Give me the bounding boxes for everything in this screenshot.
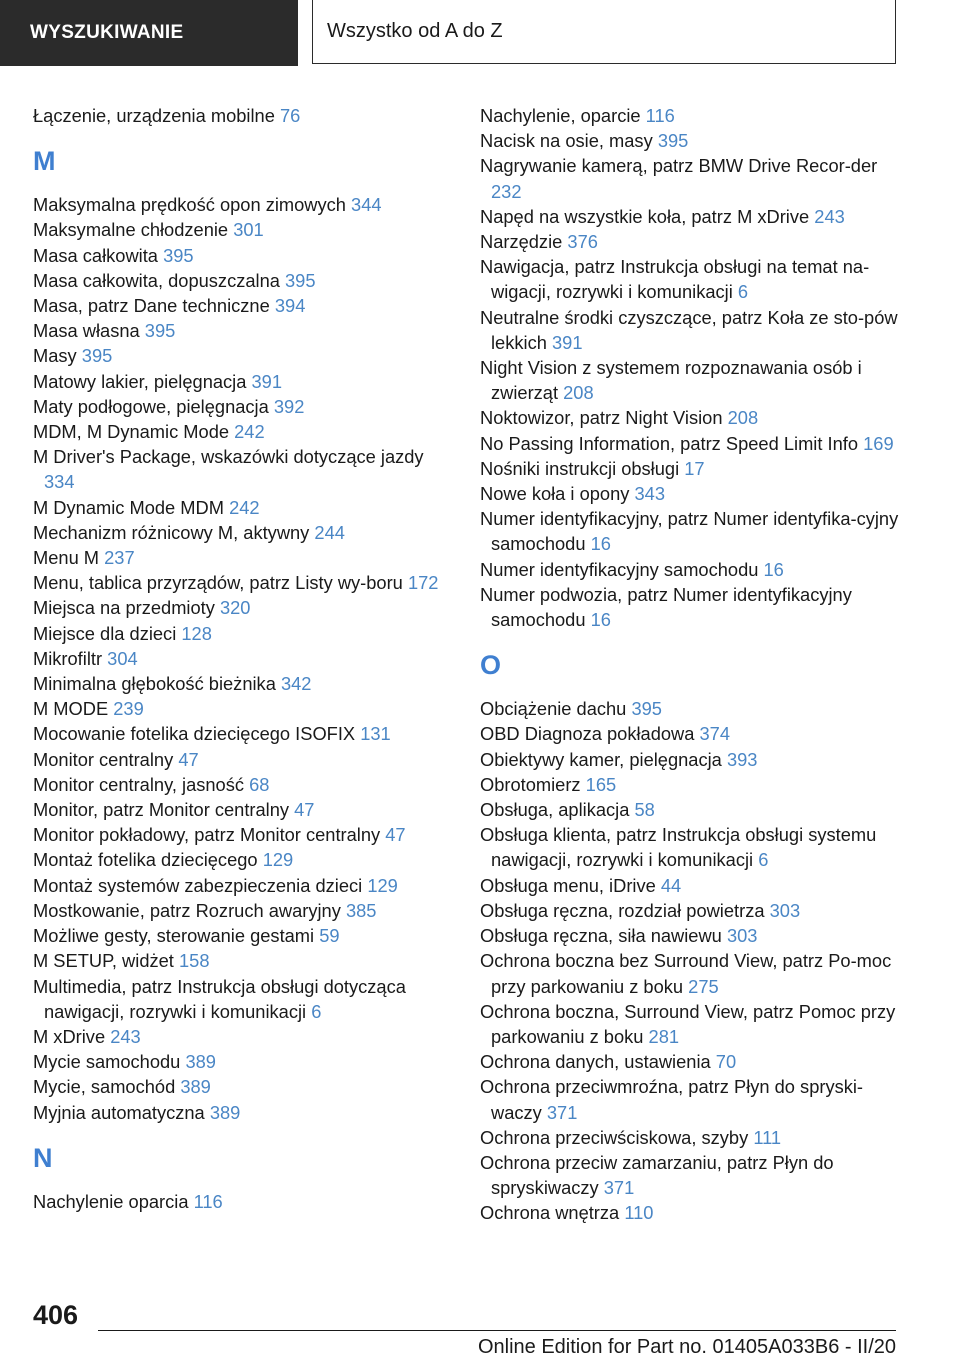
section-letter: M xyxy=(33,146,56,177)
index-page-link[interactable]: 342 xyxy=(280,673,312,695)
index-entry xyxy=(480,355,900,405)
index-entry-text: Obsługa, aplikacja xyxy=(480,799,630,821)
index-entry xyxy=(480,103,900,128)
index-entry-text: M MODE xyxy=(33,698,109,720)
index-entry-text: Napęd na wszystkie koła, patrz M xDrive xyxy=(480,205,810,227)
index-page-link[interactable]: 242 xyxy=(234,421,265,443)
index-page-link[interactable]: 394 xyxy=(274,295,306,317)
index-entry xyxy=(480,923,900,948)
index-entry-text: Monitor, patrz Monitor centralny xyxy=(33,799,290,821)
index-page-link[interactable]: 376 xyxy=(567,231,598,253)
index-entry xyxy=(33,103,443,128)
index-entry xyxy=(33,646,443,671)
page-number: 406 xyxy=(33,1300,79,1330)
index-entry-text: Maty podłogowe, pielęgnacja xyxy=(33,395,269,417)
tab-search[interactable]: WYSZUKIWANIE xyxy=(0,0,298,66)
index-entry-text: Monitor centralny, jasność xyxy=(33,773,245,795)
index-entry xyxy=(480,696,900,721)
index-entry xyxy=(33,1049,443,1074)
index-entry-text: Obrotomierz xyxy=(480,773,581,795)
index-entry xyxy=(480,898,900,923)
index-entry-text: M SETUP, widżet xyxy=(33,950,174,972)
index-entry xyxy=(33,621,443,646)
index-entry xyxy=(33,847,443,872)
index-entry-text: Obsługa menu, iDrive xyxy=(480,874,656,896)
index-entry-text: Menu, tablica przyrządów, patrz Listy wy-boru xyxy=(33,572,403,594)
index-entry-text: Ochrona przeciwmroźna, patrz Płyn do spryski-waczy xyxy=(480,1076,864,1123)
index-page-link[interactable]: 374 xyxy=(699,723,731,745)
index-entry-text: Nawigacja, patrz Instrukcja obsługi na temat na-wigacji, rozrywki i komunikacji xyxy=(480,256,870,303)
index-page-link[interactable]: 395 xyxy=(81,345,113,367)
index-entry xyxy=(33,268,443,293)
index-page-link[interactable]: 208 xyxy=(563,382,594,404)
index-entry-text: Obciążenie dachu xyxy=(480,698,627,720)
index-entry-text: Mechanizm różnicowy M, aktywny xyxy=(33,521,310,543)
index-page-link[interactable]: 343 xyxy=(634,483,665,505)
index-entry-text: Nagrywanie kamerą, patrz BMW Drive Recor-der xyxy=(480,155,878,177)
index-entry xyxy=(33,495,443,520)
index-page-link[interactable]: 334 xyxy=(44,471,75,493)
index-entry xyxy=(480,229,900,254)
index-entry xyxy=(480,1125,900,1150)
index-entry-text: Maksymalna prędkość opon zimowych xyxy=(33,194,346,216)
index-entry-text: Mocowanie fotelika dziecięcego ISOFIX xyxy=(33,723,356,745)
index-page-link[interactable]: 110 xyxy=(624,1202,654,1224)
index-entry-text: Masy xyxy=(33,345,77,367)
index-entry-text: Ochrona boczna bez Surround View, patrz Po-moc przy parkowaniu z boku xyxy=(480,950,892,997)
index-page-link[interactable]: 129 xyxy=(262,849,294,871)
index-entry-text: Narzędzie xyxy=(480,231,563,253)
index-entry xyxy=(33,318,443,343)
index-entry-text: Ochrona przeciw zamarzaniu, patrz Płyn do spryskiwaczy xyxy=(480,1151,834,1199)
index-page-link[interactable]: 128 xyxy=(181,622,212,644)
index-page-link[interactable]: 304 xyxy=(107,647,138,669)
index-page-link[interactable]: 391 xyxy=(251,370,283,392)
index-entry-text: Nachylenie oparcia xyxy=(33,1190,189,1212)
index-page-link[interactable]: 244 xyxy=(314,521,345,543)
index-entry xyxy=(480,582,900,632)
index-page-link[interactable]: 239 xyxy=(113,698,144,720)
index-entry xyxy=(480,822,900,872)
index-page-link[interactable]: 395 xyxy=(285,269,316,291)
index-page-link[interactable]: 320 xyxy=(219,597,251,619)
index-entry-text: Myjnia automatyczna xyxy=(33,1101,205,1123)
index-page-link[interactable]: 395 xyxy=(163,244,194,266)
index-entry-text: Nowe koła i opony xyxy=(480,483,630,505)
index-page-link[interactable]: 208 xyxy=(727,407,759,429)
index-entry xyxy=(480,1150,900,1200)
index-entry xyxy=(33,293,443,318)
index-page-link[interactable]: 395 xyxy=(144,320,176,342)
index-entry-text: Miejsca na przedmioty xyxy=(33,597,215,619)
index-page-link[interactable]: 237 xyxy=(104,547,135,569)
index-entry xyxy=(480,1074,900,1124)
index-entry-text: Minimalna głębokość bieżnika xyxy=(33,673,276,695)
index-page-link[interactable]: 131 xyxy=(360,723,391,745)
index-entry xyxy=(480,797,900,822)
index-page-link[interactable]: 385 xyxy=(345,899,377,921)
index-page-link[interactable]: 6 xyxy=(737,281,749,303)
index-entry xyxy=(33,243,443,268)
index-entry xyxy=(33,444,443,494)
index-entry xyxy=(480,431,900,456)
index-entry xyxy=(33,1074,443,1099)
section-letter: O xyxy=(480,650,502,681)
index-entry-text: Możliwe gesty, sterowanie gestami xyxy=(33,925,315,947)
index-entry xyxy=(33,1024,443,1049)
index-entry-text: Łączenie, urządzenia mobilne xyxy=(33,105,275,126)
index-entry xyxy=(33,772,443,797)
footer-divider xyxy=(98,1330,896,1331)
index-entry-text: Obsługa klienta, patrz Instrukcja obsługi systemu nawigacji, rozrywki i komunikacji xyxy=(480,824,877,871)
index-entry-text: Numer identyfikacyjny samochodu xyxy=(480,558,759,580)
index-entry-text: Maksymalne chłodzenie xyxy=(33,219,229,241)
index-entry xyxy=(33,419,443,444)
index-entry-text: Multimedia, patrz Instrukcja obsługi dotycząca nawigacji, rozrywki i komunikacji xyxy=(33,975,406,1022)
index-page-link[interactable]: 59 xyxy=(319,925,340,947)
index-entry-text: Ochrona przeciwściskowa, szyby xyxy=(480,1126,749,1148)
index-entry xyxy=(480,128,900,153)
index-page-link[interactable]: 111 xyxy=(753,1126,782,1148)
index-page-link[interactable]: 389 xyxy=(185,1051,216,1073)
index-entry-text: Monitor centralny xyxy=(33,748,174,770)
index-page-link[interactable]: 16 xyxy=(763,558,784,580)
index-page-link[interactable]: 47 xyxy=(178,748,199,770)
index-entry-text: Ochrona boczna, Surround View, patrz Pomoc przy parkowaniu z boku xyxy=(480,1000,896,1047)
index-entry xyxy=(480,153,900,203)
index-entry-text: M Dynamic Mode MDM xyxy=(33,496,224,518)
index-entry-text: Nachylenie, oparcie xyxy=(480,105,641,126)
index-page-link[interactable]: 344 xyxy=(351,194,382,216)
index-page-link[interactable]: 116 xyxy=(645,105,675,126)
index-entry-text: Mikrofiltr xyxy=(33,647,103,669)
index-entry-text: Miejsce dla dzieci xyxy=(33,622,177,644)
index-entry xyxy=(480,405,900,430)
index-column-right xyxy=(480,103,900,1226)
index-entry xyxy=(33,671,443,696)
index-entry-text: Masa całkowita xyxy=(33,244,158,266)
index-page-link[interactable]: 371 xyxy=(603,1177,635,1199)
index-entry-text: Masa własna xyxy=(33,320,140,342)
index-entry xyxy=(480,506,900,556)
index-page-link[interactable]: 58 xyxy=(634,799,655,821)
index-entry-text: M Driver's Package, wskazówki dotyczące jazdy xyxy=(33,446,424,468)
index-entry xyxy=(33,192,443,217)
index-entry-text: MDM, M Dynamic Mode xyxy=(33,421,230,443)
index-entry xyxy=(33,570,443,595)
index-entry-text: Monitor pokładowy, patrz Monitor centralny xyxy=(33,824,381,846)
index-column-left xyxy=(33,103,443,1214)
index-entry-text: Obiektywy kamer, pielęgnacja xyxy=(480,748,722,770)
index-page-link[interactable]: 129 xyxy=(367,874,398,896)
index-entry xyxy=(480,1049,900,1074)
index-page-link[interactable]: 16 xyxy=(590,609,611,631)
index-entry-text: Obsługa ręczna, rozdział powietrza xyxy=(480,899,765,921)
index-entry-text: Ochrona wnętrza xyxy=(480,1202,620,1224)
index-page-link[interactable]: 47 xyxy=(385,824,406,846)
index-entry xyxy=(480,721,900,746)
index-page-link[interactable]: 303 xyxy=(726,925,758,947)
index-entry xyxy=(33,595,443,620)
index-entry-text: Masa całkowita, dopuszczalna xyxy=(33,269,280,291)
index-page-link[interactable]: 172 xyxy=(407,572,439,594)
index-entry xyxy=(33,520,443,545)
index-entry xyxy=(33,369,443,394)
index-entry xyxy=(33,217,443,242)
index-page-link[interactable]: 169 xyxy=(863,432,894,454)
index-page-link[interactable]: 158 xyxy=(178,950,210,972)
edition-text: Online Edition for Part no. 01405A033B6 - II/20 xyxy=(477,1336,896,1358)
index-page-link[interactable]: 389 xyxy=(209,1101,241,1123)
index-page-link[interactable]: 395 xyxy=(657,130,689,152)
index-entry-text: Nacisk na osie, masy xyxy=(480,130,653,152)
index-entry xyxy=(33,721,443,746)
index-entry xyxy=(33,822,443,847)
index-page-link[interactable]: 301 xyxy=(233,219,264,241)
index-entry-text: Masa, patrz Dane techniczne xyxy=(33,295,270,317)
index-entry-text: M xDrive xyxy=(33,1025,106,1047)
index-page-link[interactable]: 44 xyxy=(660,874,682,896)
index-entry-text: Obsługa ręczna, siła nawiewu xyxy=(480,925,722,947)
index-page-link[interactable]: 281 xyxy=(648,1025,680,1047)
index-page-link[interactable]: 232 xyxy=(491,180,522,202)
index-entry xyxy=(33,696,443,721)
index-entry xyxy=(480,747,900,772)
index-entry xyxy=(33,923,443,948)
index-entry xyxy=(33,797,443,822)
index-entry xyxy=(480,772,900,797)
index-entry xyxy=(33,974,443,1024)
index-entry-text: Neutralne środki czyszczące, patrz Koła ze sto-pów lekkich xyxy=(480,306,898,353)
index-entry xyxy=(33,747,443,772)
index-entry xyxy=(480,305,900,355)
index-page-link[interactable]: 17 xyxy=(684,457,705,479)
index-entry xyxy=(480,254,900,304)
index-entry-text: Montaż systemów zabezpieczenia dzieci xyxy=(33,874,363,896)
index-entry xyxy=(33,898,443,923)
index-entry-text: Montaż fotelika dziecięcego xyxy=(33,849,258,871)
index-page-link[interactable]: 6 xyxy=(311,1000,322,1022)
index-page-link[interactable]: 393 xyxy=(726,748,758,770)
index-entry-text: Mycie, samochód xyxy=(33,1076,176,1098)
index-entry xyxy=(33,545,443,570)
index-page-link[interactable]: 242 xyxy=(229,496,260,518)
index-entry xyxy=(480,557,900,582)
index-entry-text: Nośniki instrukcji obsługi xyxy=(480,457,680,479)
index-page-link[interactable]: 6 xyxy=(758,849,769,871)
index-page-link[interactable]: 116 xyxy=(193,1190,223,1212)
index-entry-text: Numer podwozia, patrz Numer identyfikacyjny samochodu xyxy=(480,583,852,631)
index-entry xyxy=(480,873,900,898)
index-entry xyxy=(480,456,900,481)
section-letter: N xyxy=(33,1142,53,1173)
index-page-link[interactable]: 165 xyxy=(585,773,617,795)
index-page-link[interactable]: 371 xyxy=(546,1101,578,1123)
index-page-link[interactable]: 303 xyxy=(769,899,801,921)
index-entry xyxy=(480,481,900,506)
index-entry xyxy=(33,948,443,973)
index-entry xyxy=(33,343,443,368)
index-entry xyxy=(480,948,900,998)
tab-a-to-z[interactable]: Wszystko od A do Z xyxy=(312,0,896,64)
index-entry xyxy=(33,1100,443,1125)
index-entry xyxy=(33,1189,443,1214)
index-entry xyxy=(480,999,900,1049)
index-entry xyxy=(480,204,900,229)
index-page-link[interactable]: 391 xyxy=(551,331,583,353)
index-page-link[interactable]: 76 xyxy=(279,105,301,126)
index-entry-text: Menu M xyxy=(33,547,100,569)
index-page-link[interactable]: 389 xyxy=(180,1076,211,1098)
index-page-link[interactable]: 16 xyxy=(590,533,611,555)
index-page-link[interactable]: 70 xyxy=(715,1051,737,1073)
index-entry-text: Matowy lakier, pielęgnacja xyxy=(33,370,247,392)
index-entry-text: No Passing Information, patrz Speed Limit Info xyxy=(480,432,859,454)
index-page-link[interactable]: 243 xyxy=(110,1025,141,1047)
index-entry xyxy=(33,394,443,419)
index-entry-text: Mostkowanie, patrz Rozruch awaryjny xyxy=(33,899,341,921)
index-entry-text: Ochrona danych, ustawienia xyxy=(480,1051,711,1073)
index-page-link[interactable]: 275 xyxy=(688,975,719,997)
index-page-link[interactable]: 392 xyxy=(273,395,305,417)
index-entry-text: Noktowizor, patrz Night Vision xyxy=(480,407,723,429)
index-entry xyxy=(33,873,443,898)
index-page-link[interactable]: 243 xyxy=(814,205,845,227)
index-entry-text: Mycie samochodu xyxy=(33,1051,181,1073)
index-page-link[interactable]: 47 xyxy=(294,799,315,821)
index-entry xyxy=(480,1200,900,1225)
header-bar xyxy=(0,0,960,66)
index-page-link[interactable]: 395 xyxy=(631,698,662,720)
index-entry-text: Night Vision z systemem rozpoznawania osób i zwierząt xyxy=(480,357,862,404)
index-entry-text: OBD Diagnoza pokładowa xyxy=(480,723,695,745)
index-entry-text: Numer identyfikacyjny, patrz Numer identyfika-cyjny samochodu xyxy=(480,508,899,555)
index-page-link[interactable]: 68 xyxy=(249,773,270,795)
